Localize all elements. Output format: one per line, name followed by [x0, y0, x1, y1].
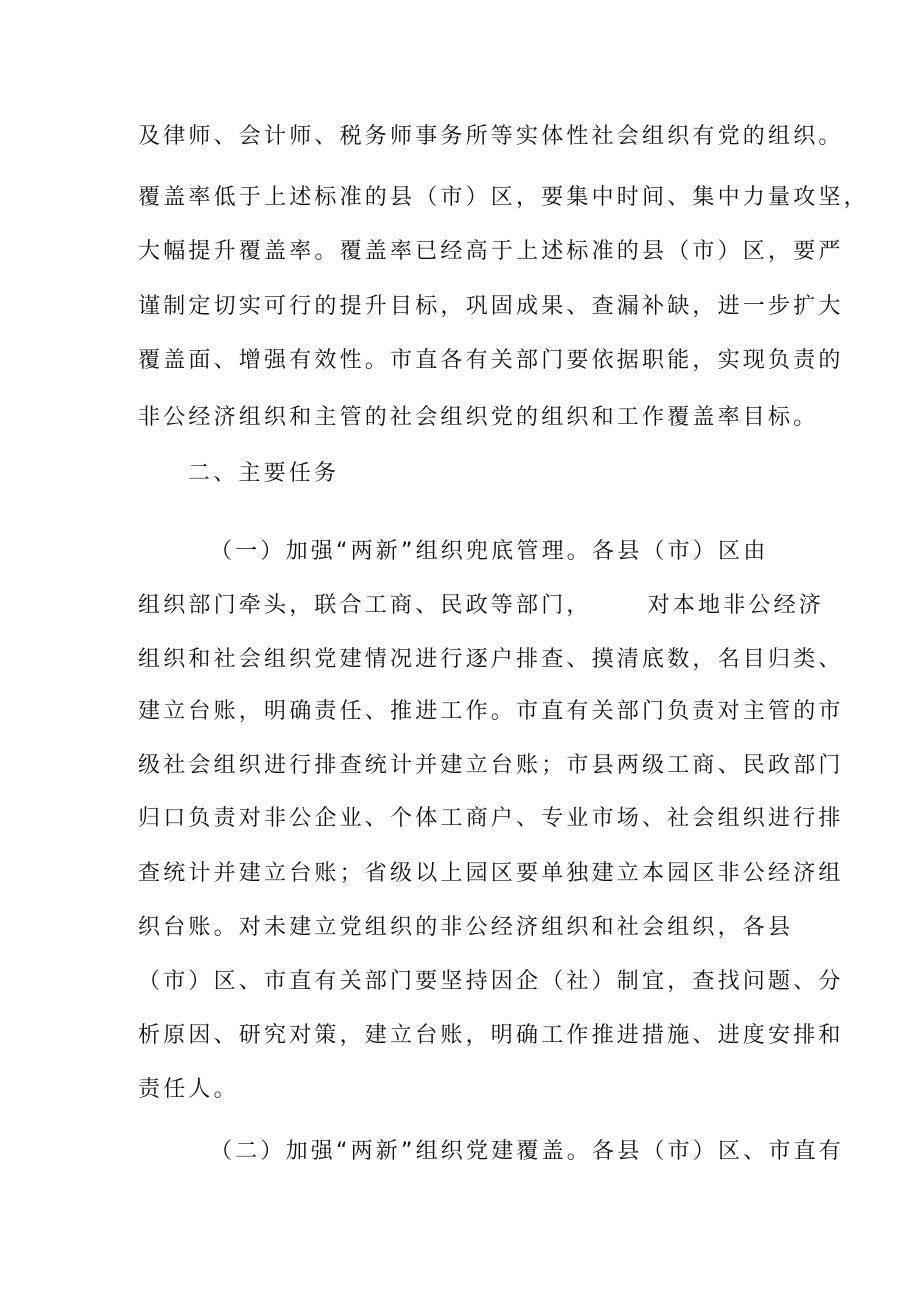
item1-line: 建立台账，明确责任、推进工作。市直有关部门负责对主管的市	[138, 699, 844, 724]
paragraph-line: 非公经济组织和主管的社会组织党的组织和工作覆盖率目标。	[138, 405, 819, 430]
item1-line	[138, 591, 824, 621]
item1-line: 归口负责对非公企业、个体工商户、专业市场、社会组织进行排	[138, 806, 844, 831]
paragraph-line: 及律师、会计师、税务师事务所等实体性社会组织有党的组织。	[138, 124, 844, 149]
paragraph-line: 覆盖率低于上述标准的县（市）区，要集中时间、集中力量攻坚，	[138, 185, 869, 210]
paragraph-line: 大幅提升覆盖率。覆盖率已经高于上述标准的县（市）区，要严	[138, 239, 844, 264]
item1-line-part-b: 对本地非公经济	[647, 593, 825, 618]
item1-line: 析原因、研究对策，建立台账，明确工作推进措施、进度安排和	[138, 1023, 844, 1048]
item1-line: （市）区、市直有关部门要坚持因企（社）制宜，查找问题、分	[138, 969, 844, 994]
item2-first-line: （二）加强“两新”组织党建覆盖。各县（市）区、市直有	[210, 1139, 844, 1164]
item1-line: 级社会组织进行排查统计并建立台账；市县两级工商、民政部门	[138, 753, 844, 778]
item1-line: 组织和社会组织党建情况进行逐户排查、摸清底数，名目归类、	[138, 647, 844, 672]
item1-line: 责任人。	[138, 1077, 239, 1102]
item1-line: 查统计并建立台账；省级以上园区要单独建立本园区非公经济组	[138, 861, 844, 886]
item1-line-part-a: 组织部门牵头，联合工商、民政等部门，	[138, 593, 592, 618]
item1-first-line: （一）加强“两新”组织兜底管理。各县（市）区由	[210, 539, 769, 564]
section-heading: 二、主要任务	[188, 461, 340, 486]
paragraph-line: 覆盖面、增强有效性。市直各有关部门要依据职能，实现负责的	[138, 348, 844, 373]
item1-line: 织台账。对未建立党组织的非公经济组织和社会组织，各县	[138, 915, 794, 940]
paragraph-line: 谨制定切实可行的提升目标，巩固成果、查漏补缺，进一步扩大	[138, 294, 844, 319]
